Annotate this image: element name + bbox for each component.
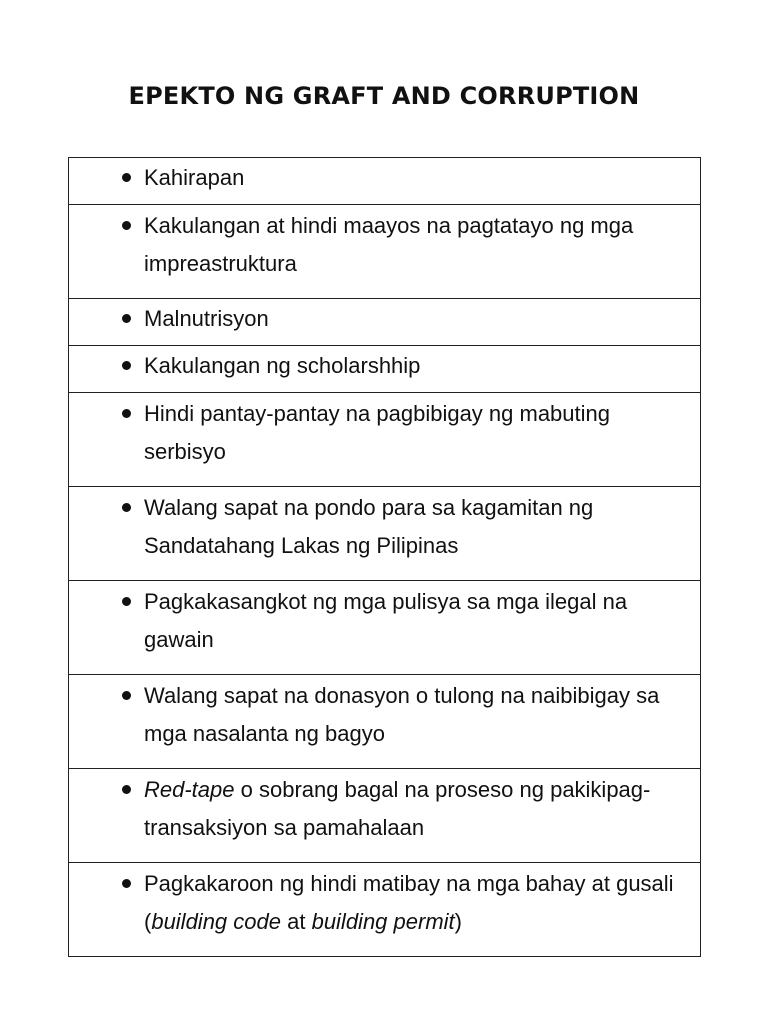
list-item: Walang sapat na pondo para sa kagamitan ng Sandatahang Lakas ng Pilipinas [144, 495, 594, 558]
red-tape-description: o sobrang bagal na proseso ng pakikipag-transaksiyon sa pamahalaan [144, 777, 651, 840]
table-row [69, 675, 701, 769]
bullet-icon [122, 361, 131, 370]
bullet-icon [122, 173, 131, 182]
table-row [69, 863, 701, 957]
page-title: EPEKTO NG GRAFT AND CORRUPTION [128, 82, 640, 110]
list-item [144, 771, 692, 847]
item-text-tail: ) [454, 909, 462, 934]
table-row [69, 769, 701, 863]
list-item: Kakulangan at hindi maayos na pagtatayo ng mga impreastruktura [144, 213, 634, 276]
bullet-icon [122, 785, 131, 794]
bullet-icon [122, 597, 131, 606]
effects-table [68, 157, 701, 957]
bullet-icon [122, 409, 131, 418]
bullet-icon [122, 503, 131, 512]
list-item: Kakulangan ng scholarshhip [144, 353, 421, 378]
list-item: Malnutrisyon [144, 306, 269, 331]
table-row [69, 393, 701, 487]
building-permit-term: building permit [311, 909, 455, 934]
list-item: Hindi pantay-pantay na pagbibigay ng mabuting serbisyo [144, 401, 610, 464]
list-item [144, 865, 692, 941]
list-item: Pagkakasangkot ng mga pulisya sa mga ilegal na gawain [144, 589, 628, 652]
table-row [69, 158, 701, 205]
bullet-icon [122, 314, 131, 323]
list-item: Kahirapan [144, 165, 245, 190]
bullet-icon [122, 879, 131, 888]
bullet-icon [122, 221, 131, 230]
table-row [69, 299, 701, 346]
table-row [69, 581, 701, 675]
item-text-start: Pagkakaroon ng hindi matibay na mga bahay at gusali ( [144, 871, 674, 934]
bullet-icon [122, 691, 131, 700]
building-code-term: building code [151, 909, 281, 934]
red-tape-term: Red-tape [144, 777, 235, 802]
table-row [69, 205, 701, 299]
list-item: Walang sapat na donasyon o tulong na naibibigay sa mga nasalanta ng bagyo [144, 683, 660, 746]
table-row [69, 487, 701, 581]
table-row [69, 346, 701, 393]
item-text-mid: at [281, 909, 312, 934]
